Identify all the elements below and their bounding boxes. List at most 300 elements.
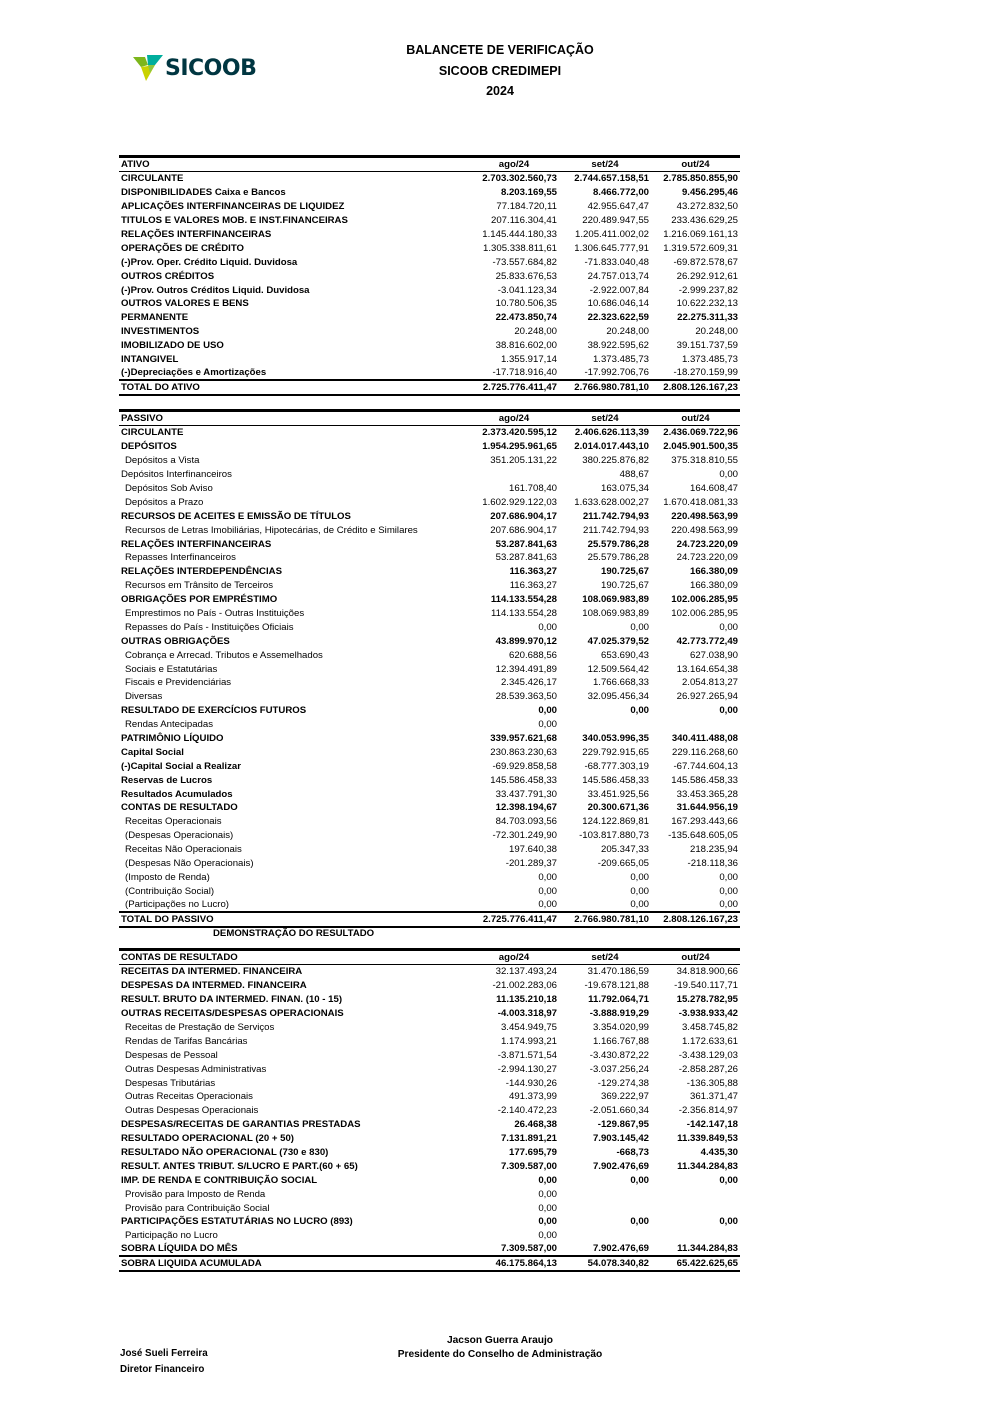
column-header: ago/24 — [469, 157, 559, 172]
title: BALANCETE DE VERIFICAÇÃO — [406, 43, 594, 57]
row-value: -3.037.256,24 — [589, 1063, 649, 1075]
row-value: 11.135.210,18 — [496, 994, 557, 1006]
row-value: -18.270.159,99 — [673, 366, 738, 378]
row-value: -668,73 — [616, 1146, 649, 1158]
row-value: -67.744.604,13 — [673, 760, 738, 772]
row-value: 28.539.363,50 — [495, 691, 557, 703]
row-value: 22.275.311,33 — [677, 312, 738, 324]
ativo-rows — [119, 172, 740, 380]
row-value: 145.586.458,33 — [671, 774, 738, 786]
signer-role: Presidente do Conselho de Administração — [397, 1349, 603, 1360]
row-value: 2.406.626.113,39 — [574, 427, 649, 439]
row-value: 653.690,43 — [600, 649, 649, 661]
row-value: 22.323.622,59 — [587, 312, 649, 324]
row-label: Outras Receitas Operacionais — [125, 1091, 253, 1103]
row-value: 43.899.970,12 — [495, 635, 557, 647]
row-value: -129.867,95 — [597, 1119, 649, 1131]
row-value: 361.371,47 — [689, 1091, 738, 1103]
row-value: 10.622.232,13 — [676, 298, 738, 310]
row-value: 1.166.767,88 — [592, 1035, 649, 1047]
row-label: Receitas de Prestação de Serviços — [125, 1021, 275, 1033]
row-value: 12.394.491,89 — [495, 663, 557, 675]
row-value: 0,00 — [630, 1216, 649, 1228]
row-value: 0,00 — [719, 621, 738, 633]
row-value: 161.708,40 — [508, 482, 557, 494]
table-row — [119, 199, 740, 213]
row-value: 491.373,99 — [508, 1091, 557, 1103]
row-value: 0,00 — [719, 1174, 738, 1186]
row-label: Depósitos Interfinanceiros — [121, 469, 232, 481]
row-value — [469, 467, 559, 481]
row-value: 26.468,38 — [514, 1119, 557, 1131]
row-label: RELAÇÕES INTERFINANCEIRAS — [121, 228, 272, 240]
table-row — [119, 1076, 740, 1090]
row-label: DESPESAS/RECEITAS DE GARANTIAS PRESTADAS — [121, 1119, 361, 1131]
table-row — [119, 564, 740, 578]
row-value: 0,00 — [630, 1174, 649, 1186]
table-row — [119, 606, 740, 620]
row-value — [651, 1228, 740, 1242]
table-row — [119, 227, 740, 241]
row-label: DESPESAS DA INTERMED. FINANCEIRA — [121, 980, 307, 992]
row-value: -103.817.880,73 — [579, 830, 649, 842]
row-value: 340.053.996,35 — [582, 732, 649, 744]
row-value: 0,00 — [719, 871, 738, 883]
row-value: 4.435,30 — [700, 1146, 738, 1158]
row-value: 20.248,00 — [695, 326, 738, 338]
row-label: OUTROS CRÉDITOS — [121, 270, 215, 282]
dre-section-title: DEMONSTRAÇÃO DO RESULTADO — [213, 928, 375, 939]
row-label: Fiscais e Previdenciárias — [125, 677, 232, 689]
row-value: 164.608,47 — [689, 482, 738, 494]
table-row — [119, 703, 740, 717]
total-value: 2.725.776.411,47 — [469, 912, 559, 927]
row-value: -72.301.249,90 — [492, 830, 557, 842]
row-label: Outras Despesas Operacionais — [125, 1105, 259, 1117]
table-row — [119, 426, 740, 440]
row-value: 190.725,67 — [600, 580, 649, 592]
column-header: ago/24 — [469, 950, 559, 965]
row-value: 1.373.485,73 — [681, 353, 738, 365]
row-label: Provisão para Contribuição Social — [125, 1202, 270, 1214]
row-value: 0,00 — [630, 898, 649, 910]
table-row — [119, 759, 740, 773]
table-row — [119, 297, 740, 311]
row-value: 11.344.284,83 — [677, 1243, 738, 1255]
dre-rows — [119, 965, 740, 1257]
row-value: 0,00 — [538, 719, 557, 731]
table-row — [119, 1187, 740, 1201]
row-value: 25.579.786,28 — [587, 538, 649, 550]
row-value: 12.398.194,67 — [495, 802, 557, 814]
row-label: Cobrança e Arrecad. Tributos e Assemelhados — [125, 649, 323, 661]
row-value: -135.648.605,05 — [668, 830, 738, 842]
row-value: 38.922.595,62 — [587, 340, 649, 352]
total-row — [119, 1256, 740, 1271]
row-label: RECURSOS DE ACEITES E EMISSÃO DE TÍTULOS — [121, 510, 351, 522]
row-value: 2.436.069.722,96 — [663, 427, 738, 439]
total-value: 2.725.776.411,47 — [469, 380, 559, 395]
row-value: 26.927.265,94 — [676, 691, 738, 703]
row-value: 145.586.458,33 — [490, 774, 557, 786]
row-label: RESULTADO NÃO OPERACIONAL (730 e 830) — [121, 1146, 329, 1158]
row-label: (Imposto de Renda) — [125, 871, 210, 883]
row-value: 11.792.064,71 — [588, 994, 649, 1006]
signer-role: Diretor Financeiro — [120, 1364, 205, 1375]
row-value: 1.145.444.180,33 — [482, 228, 557, 240]
total-value: 2.808.126.167,23 — [651, 380, 740, 395]
row-value: 1.174.993,21 — [500, 1035, 557, 1047]
table-row — [119, 620, 740, 634]
row-value: 2.703.302.560,73 — [482, 173, 557, 185]
row-value: -4.003.318,97 — [497, 1008, 557, 1020]
row-value: 11.339.849,53 — [677, 1133, 738, 1145]
row-label: DISPONIBILIDADES Caixa e Bancos — [121, 187, 286, 199]
column-header: set/24 — [559, 950, 651, 965]
row-value: 230.863.230,63 — [490, 746, 557, 758]
row-value: 13.164.654,38 — [676, 663, 738, 675]
row-value: 3.458.745,82 — [681, 1021, 738, 1033]
row-value: -19.540.117,71 — [674, 980, 738, 992]
table-row — [119, 1103, 740, 1117]
row-value: -73.557.684,82 — [492, 256, 557, 268]
row-value: 24.757.013,74 — [587, 270, 649, 282]
sicoob-logo-icon — [133, 55, 163, 81]
row-value: -129.274,38 — [597, 1077, 649, 1089]
row-value: 0,00 — [538, 871, 557, 883]
row-label: (-)Prov. Outros Créditos Liquid. Duvidosa — [121, 284, 310, 296]
row-label: Despesas Tributárias — [125, 1077, 216, 1089]
table-row — [119, 1020, 740, 1034]
row-value: 2.054.813,27 — [681, 677, 738, 689]
row-label: Sociais e Estatutárias — [125, 663, 218, 675]
table-row — [119, 310, 740, 324]
row-value: 0,00 — [538, 1202, 557, 1214]
row-label: PARTICIPAÇÕES ESTATUTÁRIAS NO LUCRO (893) — [121, 1216, 353, 1228]
sicoob-logo — [133, 55, 256, 81]
row-value: 0,00 — [719, 469, 738, 481]
row-value: 10.780.506,35 — [495, 298, 557, 310]
row-label: RESULTADO OPERACIONAL (20 + 50) — [121, 1133, 294, 1145]
table-row — [119, 1034, 740, 1048]
row-value: -2.356.814,97 — [678, 1105, 738, 1117]
row-label: Recursos de Letras Imobiliárias, Hipotecárias, de Crédito e Similares — [125, 524, 418, 536]
row-value: 26.292.912,61 — [676, 270, 738, 282]
table-row — [119, 717, 740, 731]
table-row — [119, 828, 740, 842]
row-value: -69.929.858,58 — [492, 760, 557, 772]
total-label: TOTAL DO PASSIVO — [119, 912, 469, 927]
row-value: 7.902.476,69 — [592, 1243, 649, 1255]
table-row — [119, 495, 740, 509]
total-value: 46.175.864,13 — [469, 1256, 559, 1271]
row-value: -2.922.007,84 — [589, 284, 649, 296]
table-row — [119, 213, 740, 227]
row-value: 8.203.169,55 — [500, 187, 557, 199]
signature-left — [120, 1346, 208, 1378]
row-value: 229.116.268,60 — [672, 746, 738, 758]
table-row — [119, 689, 740, 703]
table-header-row — [119, 950, 740, 965]
table-row — [119, 366, 740, 380]
row-value: 114.133.554,28 — [490, 594, 557, 606]
row-value: 488,67 — [619, 469, 649, 481]
row-value — [651, 717, 740, 731]
row-value — [651, 1187, 740, 1201]
ativo-table — [119, 155, 740, 396]
row-value: -17.992.706,76 — [584, 366, 649, 378]
table-row — [119, 978, 740, 992]
row-label: Emprestimos no País - Outras Instituições — [125, 607, 305, 619]
row-value: -144.930,26 — [505, 1077, 557, 1089]
row-label: Repasses Interfinanceiros — [125, 552, 236, 564]
table-row — [119, 269, 740, 283]
table-row — [119, 870, 740, 884]
row-value: 47.025.379,52 — [587, 635, 649, 647]
table-row — [119, 884, 740, 898]
row-label: OUTRAS RECEITAS/DESPESAS OPERACIONAIS — [121, 1008, 344, 1020]
column-header: out/24 — [651, 950, 740, 965]
row-value: 1.216.069.161,13 — [663, 228, 738, 240]
table-row — [119, 842, 740, 856]
table-row — [119, 1048, 740, 1062]
total-label: SOBRA LIQUIDA ACUMULADA — [119, 1256, 469, 1271]
row-value: -3.871.571,54 — [497, 1049, 557, 1061]
table-row — [119, 1173, 740, 1187]
row-value: -209.665,05 — [597, 858, 649, 869]
row-value: 20.248,00 — [514, 326, 557, 338]
row-value: 0,00 — [719, 885, 738, 897]
row-value: 190.725,67 — [600, 566, 649, 578]
row-value: 33.437.791,30 — [495, 788, 557, 800]
total-value: 2.766.980.781,10 — [559, 912, 651, 927]
row-value — [559, 1228, 651, 1242]
table-row — [119, 352, 740, 366]
row-value: 380.225.876,82 — [582, 455, 649, 467]
row-value: 1.319.572.609,31 — [663, 242, 738, 254]
table-row — [119, 523, 740, 537]
row-value: 0,00 — [630, 871, 649, 883]
row-label: OUTROS VALORES E BENS — [121, 298, 249, 310]
row-value: 7.309.587,00 — [500, 1243, 557, 1255]
row-value: -2.140.472,23 — [497, 1105, 557, 1117]
table-row — [119, 172, 740, 186]
table-row — [119, 255, 740, 269]
signature-right — [380, 1334, 620, 1362]
table-row — [119, 324, 740, 338]
row-value: 84.703.093,56 — [495, 816, 557, 828]
column-header: set/24 — [559, 157, 651, 172]
row-value: 205.347,33 — [600, 844, 649, 856]
row-label: (-)Prov. Oper. Crédito Liquid. Duvidosa — [121, 256, 298, 268]
row-value: 0,00 — [630, 621, 649, 633]
row-value: 1.306.645.777,91 — [574, 242, 649, 254]
row-value: 0,00 — [538, 885, 557, 897]
table-row — [119, 676, 740, 690]
row-value: 10.686.046,14 — [587, 298, 649, 310]
row-value: 124.122.869,81 — [582, 816, 649, 828]
row-value: 1.670.418.081,33 — [663, 496, 738, 508]
row-value: 33.451.925,56 — [587, 788, 649, 800]
row-value: 20.248,00 — [606, 326, 649, 338]
row-value: 116.363,27 — [509, 566, 557, 578]
passivo-table — [119, 409, 740, 928]
table-row — [119, 773, 740, 787]
row-value: 207.686.904,17 — [490, 524, 557, 536]
row-value: 0,00 — [538, 898, 557, 910]
row-value: 375.318.810,55 — [671, 455, 738, 467]
row-label: Diversas — [125, 691, 163, 703]
column-header: out/24 — [651, 157, 740, 172]
row-label: Capital Social — [121, 746, 184, 758]
row-value: 207.686.904,17 — [490, 510, 557, 522]
row-value: 0,00 — [538, 1216, 557, 1228]
row-value: 24.723.220,09 — [676, 552, 738, 564]
row-value: 42.773.772,49 — [676, 635, 738, 647]
row-value: 339.957.621,68 — [490, 732, 557, 744]
table-row — [119, 241, 740, 255]
row-value: 627.038,90 — [689, 649, 738, 661]
row-value: 24.723.220,09 — [676, 538, 738, 550]
row-value: 340.411.488,08 — [671, 732, 738, 744]
total-value: 2.808.126.167,23 — [651, 912, 740, 927]
table-row — [119, 481, 740, 495]
row-label: Depósitos Sob Aviso — [125, 482, 213, 494]
section-header: ATIVO — [119, 157, 469, 172]
row-value: 620.688,56 — [508, 649, 557, 661]
row-value: -21.002.283,06 — [492, 980, 557, 992]
row-label: (Despesas Não Operacionais) — [125, 858, 254, 869]
row-value: 1.373.485,73 — [592, 353, 649, 365]
row-value: 25.579.786,28 — [587, 552, 649, 564]
row-label: Outras Despesas Administrativas — [125, 1063, 267, 1075]
row-value: 0,00 — [538, 1188, 557, 1200]
table-row — [119, 1228, 740, 1242]
table-row — [119, 592, 740, 606]
signer-name: José Sueli Ferreira — [120, 1348, 208, 1359]
logo-text: SICOOB — [165, 55, 257, 81]
row-value: 8.466.772,00 — [592, 187, 649, 199]
year: 2024 — [486, 84, 514, 98]
table-row — [119, 856, 740, 870]
table-row — [119, 551, 740, 565]
total-row — [119, 380, 740, 395]
row-value: 53.287.841,63 — [495, 552, 557, 564]
row-value: 39.151.737,59 — [676, 340, 738, 352]
row-value: 0,00 — [719, 705, 738, 717]
table-row — [119, 1145, 740, 1159]
total-value: 65.422.625,65 — [651, 1256, 740, 1271]
row-label: Rendas de Tarifas Bancárias — [125, 1035, 248, 1047]
table-row — [119, 992, 740, 1006]
table-row — [119, 965, 740, 979]
total-row — [119, 912, 740, 927]
row-value: 3.454.949,75 — [500, 1021, 557, 1033]
row-value: 7.131.891,21 — [500, 1133, 557, 1145]
table-row — [119, 731, 740, 745]
row-value: 0,00 — [630, 705, 649, 717]
row-label: (-)Depreciações e Amortizações — [121, 366, 267, 378]
row-value: 1.633.628.002,27 — [574, 496, 649, 508]
table-row — [119, 814, 740, 828]
row-label: Depósitos a Prazo — [125, 496, 204, 508]
row-value: 2.785.850.855,90 — [663, 173, 738, 185]
row-label: (Contribuição Social) — [125, 885, 215, 897]
row-label: IMP. DE RENDA E CONTRIBUIÇÃO SOCIAL — [121, 1174, 318, 1186]
row-value: -17.718.916,40 — [492, 366, 557, 378]
row-value: -71.833.040,48 — [584, 256, 649, 268]
row-label: PERMANENTE — [121, 312, 189, 324]
table-row — [119, 1006, 740, 1020]
row-label: Despesas de Pessoal — [125, 1049, 218, 1061]
table-row — [119, 1090, 740, 1104]
row-value: 0,00 — [538, 705, 557, 717]
row-label: RESULT. ANTES TRIBUT. S/LUCRO E PART.(60 + 65) — [121, 1160, 358, 1172]
row-value: 0,00 — [630, 885, 649, 897]
row-value: 102.006.285,95 — [671, 607, 738, 619]
row-value — [559, 1187, 651, 1201]
row-value: 211.742.794,93 — [582, 510, 649, 522]
row-value: -3.430.872,22 — [589, 1049, 649, 1061]
row-value: 1.172.633,61 — [681, 1035, 738, 1047]
column-header: ago/24 — [469, 411, 559, 426]
row-label: Reservas de Lucros — [121, 774, 213, 786]
row-value: 32.095.456,34 — [587, 691, 649, 703]
row-value: 197.640,38 — [508, 844, 557, 856]
row-value: 0,00 — [719, 898, 738, 910]
row-label: RESULTADO DE EXERCÍCIOS FUTUROS — [121, 705, 307, 717]
table-row — [119, 1215, 740, 1229]
row-value: 7.309.587,00 — [500, 1160, 557, 1172]
row-value: 114.133.554,28 — [491, 607, 557, 619]
table-row — [119, 1201, 740, 1215]
row-label: IMOBILIZADO DE USO — [121, 340, 224, 352]
table-row — [119, 898, 740, 912]
row-value: 20.300.671,36 — [587, 802, 649, 814]
table-row — [119, 634, 740, 648]
row-value: 369.222,97 — [600, 1091, 649, 1103]
row-value: 22.473.850,74 — [495, 312, 557, 324]
row-label: DEPÓSITOS — [121, 441, 177, 453]
section-header: CONTAS DE RESULTADO — [119, 950, 469, 965]
row-value: 53.287.841,63 — [495, 538, 557, 550]
table-row — [119, 787, 740, 801]
table-row — [119, 1117, 740, 1131]
row-value: 7.903.145,42 — [592, 1133, 649, 1145]
table-row — [119, 283, 740, 297]
row-value: -3.041.123,34 — [497, 284, 557, 296]
row-value: 108.069.983,89 — [582, 594, 649, 606]
row-value: 38.816.602,00 — [495, 340, 557, 352]
row-value: 2.345.426,17 — [500, 677, 557, 689]
table-row — [119, 1159, 740, 1173]
row-label: CIRCULANTE — [121, 173, 184, 185]
table-row — [119, 338, 740, 352]
row-value: -2.858.287,26 — [678, 1063, 738, 1075]
row-value: 0,00 — [538, 1174, 557, 1186]
row-value — [651, 1201, 740, 1215]
row-label: INTANGIVEL — [121, 353, 179, 365]
passivo-rows — [119, 426, 740, 912]
table-row — [119, 509, 740, 523]
row-value: 33.453.365,28 — [676, 788, 738, 800]
row-value: 211.742.794,93 — [583, 524, 649, 536]
row-label: CIRCULANTE — [121, 427, 184, 439]
column-header: set/24 — [559, 411, 651, 426]
row-value: 351.205.131,22 — [490, 455, 557, 467]
row-label: OPERAÇÕES DE CRÉDITO — [121, 242, 244, 254]
row-label: Participação no Lucro — [125, 1230, 218, 1242]
